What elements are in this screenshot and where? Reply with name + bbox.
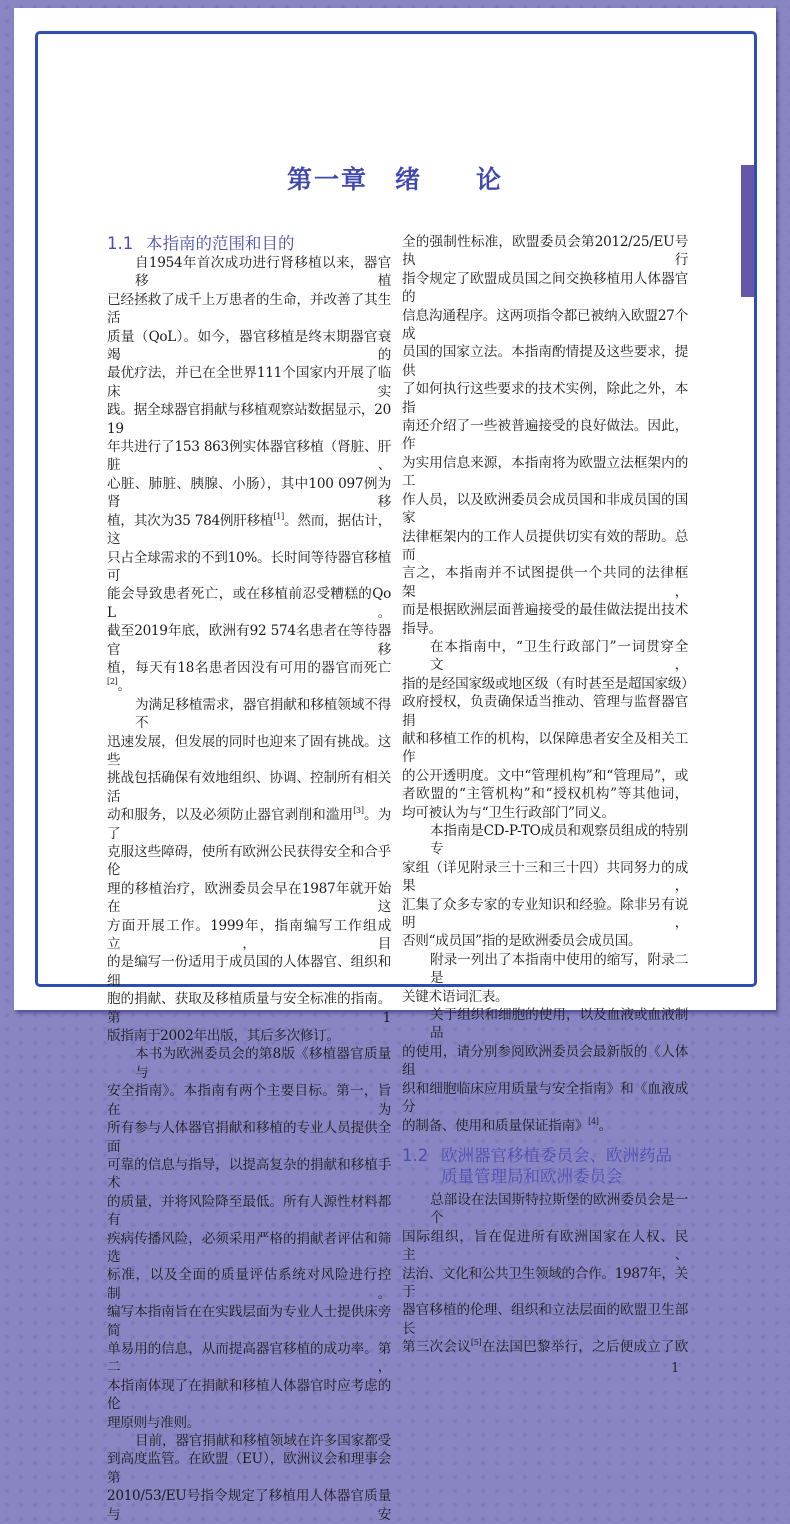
section-title-line: 质量管理局和欧洲委员会 (441, 1166, 623, 1186)
text-segment: 法治、文化和公共卫生领域的合作。1987年，关于 (402, 1265, 688, 1300)
citation-reference: [5] (470, 1338, 482, 1348)
section-number: 1.1 (107, 234, 134, 253)
text-line (402, 343, 688, 380)
text-segment: 信息沟通程序。这两项指令都已被纳入欧盟27个成 (402, 307, 688, 343)
text-line (402, 491, 688, 528)
text-segment: 挑战包括确保有效地组织、协调、控制所有相关活 (107, 770, 391, 805)
paragraph (107, 254, 391, 696)
text-line (107, 1303, 391, 1340)
text-segment: 植，其次为35 784例肝移植 (107, 512, 274, 529)
text-segment: 否则“成员国”指的是欧洲委员会成员国。 (402, 933, 642, 950)
heading-indent-spacer (402, 1166, 441, 1187)
text-line (107, 622, 391, 659)
text-segment: 言之，本指南并不试图提供一个共同的法律框架， (402, 565, 688, 600)
text-segment: 本指南体现了在捐献和移植人体器官时应考虑的伦 (107, 1377, 391, 1413)
text-segment: 理原则与准则。 (107, 1414, 201, 1431)
text-segment: 附录一列出了本指南中使用的缩写，附录二是 (430, 951, 688, 987)
text-line (402, 1301, 688, 1338)
text-segment: 已经拯救了成千上万患者的生命，并改善了其生活 (107, 291, 391, 327)
text-segment: 而是根据欧洲层面普遍接受的最佳做法提出技术 (402, 602, 688, 619)
text-line (107, 769, 391, 806)
paragraph (402, 1006, 688, 1135)
text-segment: 指令规定了欧盟成员国之间交换移植用人体器官的 (402, 270, 688, 306)
text-segment: 最优疗法，并已在全世界111个国家内开展了临床实 (107, 365, 391, 400)
paragraph (107, 696, 391, 1046)
text-segment: 胞的捐献、获取及移植质量与安全标准的指南。第1 (107, 991, 391, 1026)
text-segment: 标准，以及全面的质量评估系统对风险进行控制。 (107, 1267, 391, 1302)
text-segment: 在本指南中，“卫生行政部门”一词贯穿全文， (430, 638, 688, 674)
text-segment: 。 (598, 1117, 612, 1134)
text-line (107, 806, 391, 843)
left-body-text (107, 254, 391, 1524)
text-segment: 的公开透明度。文中“管理机构”和“管理局”，或 (402, 767, 688, 784)
text-line (107, 1487, 391, 1524)
text-segment: 迅速发展，但发展的同时也迎来了固有挑战。这些 (107, 733, 391, 768)
text-line (402, 1117, 688, 1135)
text-line (402, 730, 688, 767)
text-line (107, 953, 391, 990)
text-line (402, 675, 695, 693)
paragraph (107, 1045, 391, 1432)
text-line (402, 620, 688, 638)
text-segment: 的使用，请分别参阅欧洲委员会最新版的《人体组 (402, 1043, 688, 1079)
right-body-text-top (402, 233, 695, 1135)
text-line (107, 364, 391, 401)
right-column (402, 233, 695, 1357)
text-segment: 只占全球需求的不到10%。长时间等待器官移植可 (107, 549, 391, 584)
text-line (107, 917, 391, 954)
text-segment: 员国的国家立法。本指南酌情提及这些要求，提供 (402, 344, 688, 379)
text-line (107, 1027, 391, 1045)
text-segment: 作人员，以及欧洲委员会成员国和非成员国的国家 (402, 491, 688, 527)
text-segment: 指的是经国家级或地区级（有时甚至是超国家级） (402, 675, 695, 692)
text-segment: 南还介绍了一些被普遍接受的良好做法。因此，作 (402, 418, 688, 453)
text-segment: 版指南于2002年出版，其后多次修订。 (107, 1028, 340, 1045)
text-line (402, 1228, 688, 1265)
text-segment: 能会导致患者死亡，或在移植前忍受糟糕的QoL。 (107, 586, 391, 621)
text-line (402, 804, 688, 822)
right-body-text-bottom (402, 1191, 688, 1357)
text-segment: 方面开展工作。1999年，指南编写工作组成立，目 (107, 917, 391, 953)
text-segment: 为实用信息来源，本指南将为欧盟立法框架内的工 (402, 454, 688, 490)
chapter-title: 第一章 绪 论 (286, 165, 503, 194)
text-line (402, 1080, 688, 1117)
section-heading-1-2 (402, 1145, 688, 1187)
text-line (107, 1450, 391, 1487)
citation-reference: [1] (273, 511, 284, 521)
text-line (402, 638, 688, 675)
text-segment: 编写本指南旨在在实践层面为专业人士提供床旁简 (107, 1304, 391, 1339)
text-line (107, 401, 391, 438)
text-line (107, 1119, 391, 1156)
text-segment: 理的移植治疗，欧洲委员会早在1987年就开始在这 (107, 880, 391, 916)
text-line (402, 988, 688, 1006)
text-line (107, 1377, 391, 1414)
citation-reference: [2] (107, 677, 118, 687)
text-line (107, 291, 391, 328)
text-segment: 指导。 (402, 620, 442, 637)
text-segment: 的质量，并将风险降至最低。所有人源性材料都有 (107, 1193, 391, 1229)
paragraph (402, 951, 688, 1006)
text-line (107, 328, 391, 365)
text-segment: 单易用的信息，从而提高器官移植的成功率。第二， (107, 1340, 391, 1376)
text-segment: 第三次会议 (402, 1339, 471, 1356)
text-segment: 到高度监管。在欧盟（EU），欧洲议会和理事会第 (107, 1451, 391, 1486)
text-segment: 者欧盟的“主管机构”和“授权机构”等其他词， (402, 786, 688, 803)
text-line (107, 880, 391, 917)
text-line (402, 1191, 688, 1228)
text-segment: 政府授权，负责确保适当推动、管理与监督器官捐 (402, 694, 688, 729)
text-segment: 2010/53/EU号指令规定了移植用人体器官质量与安 (107, 1488, 391, 1523)
text-line (107, 1230, 391, 1267)
text-line (402, 1265, 688, 1302)
paragraph (402, 638, 695, 822)
text-segment: 本书为欧洲委员会的第8版《移植器官质量与 (135, 1046, 391, 1081)
text-segment: 自1954年首次成功进行肾移植以来，器官移植 (135, 255, 391, 290)
text-line (107, 585, 391, 622)
text-segment: 献和移植工作的机构，以保障患者安全及相关工作 (402, 730, 688, 766)
text-line (107, 1414, 391, 1432)
paragraph (402, 822, 688, 951)
text-segment: 践。据全球器官捐献与移植观察站数据显示，2019 (107, 402, 391, 437)
text-line (402, 270, 688, 307)
text-line (107, 990, 391, 1027)
text-line (402, 767, 688, 785)
section-title: 本指南的范围和目的 (146, 234, 295, 253)
text-segment: 全的强制性标准，欧盟委员会第2012/25/EU号执行 (402, 234, 688, 269)
text-segment: 年共进行了153 863例实体器官移植（肾脏、肝脏、 (107, 439, 391, 474)
text-line (402, 896, 688, 933)
text-line (402, 693, 688, 730)
text-line (402, 307, 688, 344)
text-line (402, 932, 688, 950)
text-line (107, 1082, 391, 1119)
text-line (107, 512, 391, 549)
paragraph (402, 1191, 688, 1357)
text-line (402, 859, 688, 896)
text-segment: 动和服务，以及必须防止器官剥削和滥用 (107, 807, 354, 824)
text-line (107, 1266, 391, 1303)
text-segment: 均可被认为与“卫生行政部门”同义。 (402, 804, 615, 821)
text-segment: 的制备、使用和质量保证指南》 (402, 1117, 589, 1134)
text-line (402, 528, 688, 565)
text-line (107, 254, 391, 291)
citation-reference: [3] (353, 806, 364, 816)
text-line (107, 1045, 391, 1082)
text-line (107, 1432, 391, 1450)
text-line (107, 1340, 391, 1377)
text-segment: 关键术语词汇表。 (402, 988, 509, 1005)
text-line (402, 601, 688, 619)
text-segment: 心脏、肺脏、胰腺、小肠），其中100 097例为肾移 (107, 475, 391, 511)
text-segment: 所有参与人体器官捐献和移植的专业人员提供全面 (107, 1120, 391, 1155)
text-segment: 。 (117, 678, 131, 695)
text-segment: 关于组织和细胞的使用，以及血液或血液制品 (430, 1007, 688, 1042)
text-segment: 目前，器官捐献和移植领域在许多国家都受 (135, 1433, 391, 1449)
text-line (107, 1193, 391, 1230)
section-heading-1-1 (107, 233, 391, 254)
text-segment: 为满足移植需求，器官捐献和移植领域不得不 (135, 696, 391, 732)
text-segment: 植，每天有18名患者因没有可用的器官而死亡 (107, 659, 391, 676)
text-line (402, 417, 688, 454)
text-line (107, 549, 391, 586)
text-segment: 在法国巴黎举行，之后便成立了欧 (481, 1339, 688, 1356)
text-line (107, 659, 391, 696)
text-line (402, 564, 688, 601)
text-segment: 的是编写一份适用于成员国的人体器官、组织和细 (107, 954, 391, 989)
text-line (107, 696, 391, 733)
text-line (402, 822, 688, 859)
section-title-line: 欧洲器官移植委员会、欧洲药品 (441, 1145, 672, 1165)
text-segment: 安全指南》。本指南有两个主要目标。第一，旨在为 (107, 1083, 391, 1118)
text-line (402, 380, 688, 417)
text-segment: 。为了 (107, 807, 391, 842)
paragraph (402, 233, 688, 638)
text-line (402, 951, 688, 988)
left-column (107, 233, 391, 1524)
page-number: 1 (671, 1361, 680, 1376)
text-segment: 质量（QoL）。如今，器官移植是终末期器官衰竭的 (107, 328, 391, 364)
text-segment: 本指南是CD-P-TO成员和观察员组成的特别专 (430, 823, 688, 858)
paragraph (107, 1432, 391, 1524)
text-segment: 器官移植的伦理、组织和立法层面的欧盟卫生部长 (402, 1302, 688, 1337)
text-line (107, 1156, 391, 1193)
text-segment: 家组（详见附录三十三和三十四）共同努力的成果， (402, 859, 688, 895)
text-line (402, 1338, 688, 1356)
text-segment: 法律框架内的工作人员提供切实有效的帮助。总而 (402, 528, 688, 563)
text-segment: 汇集了众多专家的专业知识和经验。除非另有说明， (402, 896, 688, 932)
citation-reference: [4] (588, 1116, 599, 1126)
text-segment: 疾病传播风险，必须采用严格的捐献者评估和筛选 (107, 1230, 391, 1265)
text-segment: 织和细胞临床应用质量与安全指南》和《血液成分 (402, 1080, 688, 1116)
text-line (402, 1006, 688, 1043)
section-number: 1.2 (402, 1145, 429, 1165)
text-line (402, 1043, 688, 1080)
text-line (402, 785, 688, 803)
text-segment: 截至2019年底，欧洲有92 574名患者在等待器官移 (107, 623, 391, 658)
text-line (107, 733, 391, 770)
text-line (402, 233, 688, 270)
text-segment: 国际组织，旨在促进所有欧洲国家在人权、民主、 (402, 1228, 688, 1264)
text-line (107, 438, 391, 475)
text-segment: 了如何执行这些要求的技术实例，除此之外，本指 (402, 381, 688, 416)
text-line (107, 843, 391, 880)
text-segment: 总部设在法国斯特拉斯堡的欧洲委员会是一个 (430, 1191, 688, 1227)
text-line (402, 454, 688, 491)
text-segment: 。然而，据估计，这 (107, 512, 391, 548)
text-segment: 克服这些障碍，使所有欧洲公民获得安全和合乎伦 (107, 844, 391, 879)
text-line (107, 475, 391, 512)
text-segment: 可靠的信息与指导，以提高复杂的捐献和移植手术 (107, 1156, 391, 1192)
